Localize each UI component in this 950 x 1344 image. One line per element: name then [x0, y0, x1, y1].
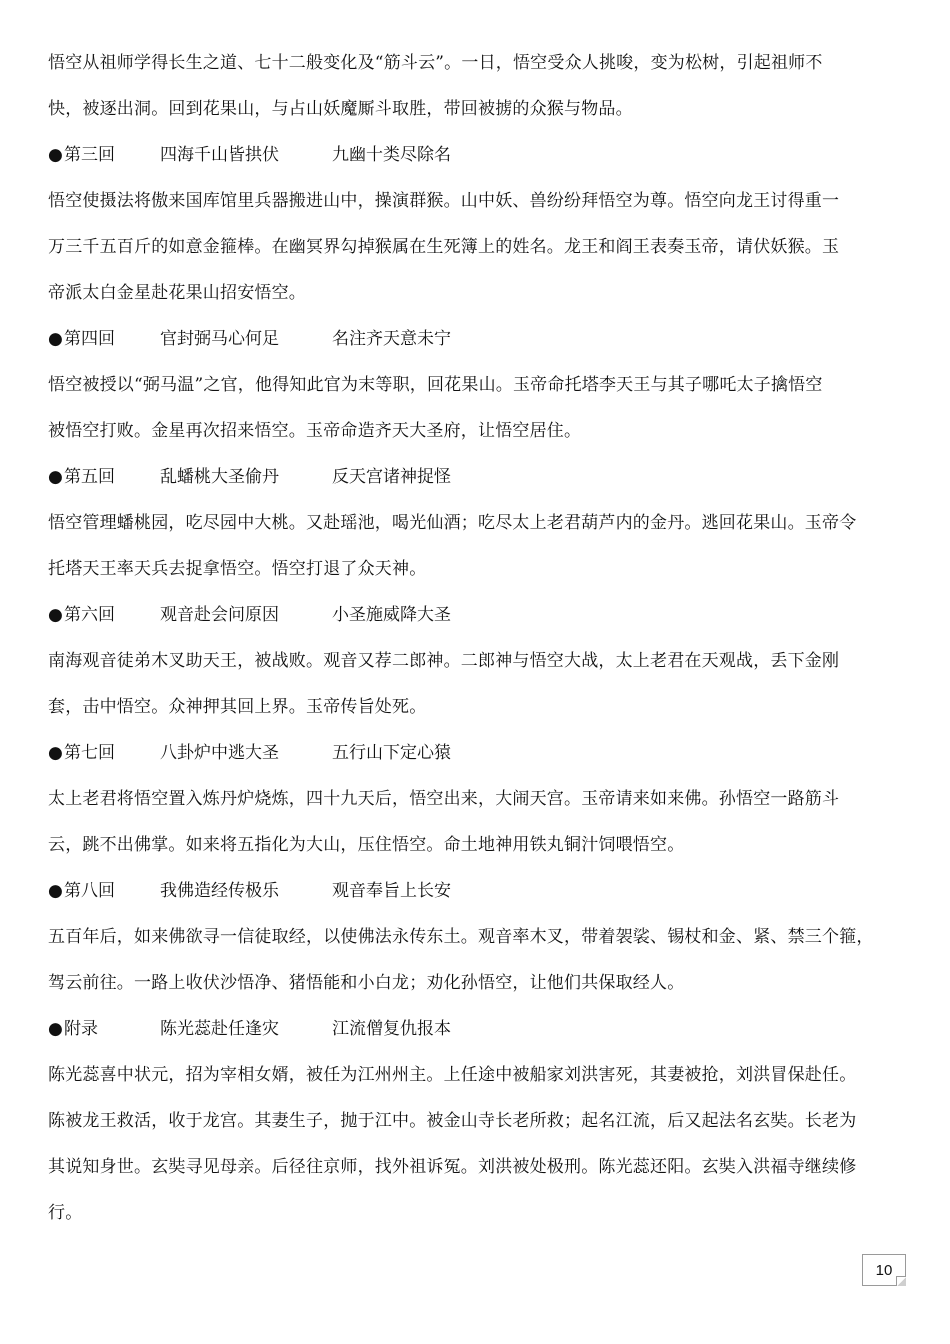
- paragraph: [48, 922, 908, 1014]
- text-line: 陈被龙王救活，收于龙宫。其妻生子，抛于江中。被金山寺长老所救；起名江流，后又起法名玄奘。长老为: [48, 1111, 857, 1131]
- text-line: 行。: [48, 1203, 83, 1223]
- bullet-icon: ●: [48, 145, 63, 165]
- chapter-heading: [48, 600, 908, 646]
- document-body: [48, 48, 908, 1244]
- page-number-box: [862, 1254, 906, 1286]
- chapter-number: 第三回: [64, 145, 115, 165]
- text-line: 悟空使摄法将傲来国库馆里兵器搬进山中，操演群猴。山中妖、兽纷纷拜悟空为尊。悟空向龙王讨得重一: [48, 191, 840, 211]
- bullet-icon: ●: [48, 467, 63, 487]
- text-line: 驾云前往。一路上收伏沙悟净、猪悟能和小白龙；劝化孙悟空，让他们共保取经人。: [48, 973, 685, 993]
- chapter-heading: [48, 140, 908, 186]
- chapter-number: 第八回: [64, 881, 115, 901]
- paragraph: [48, 186, 908, 324]
- chapter-title-second: 五行山下定心猿: [332, 743, 451, 763]
- chapter-heading: [48, 738, 908, 784]
- text-line: 帝派太白金星赴花果山招安悟空。: [48, 283, 306, 303]
- text-line: 万三千五百斤的如意金箍棒。在幽冥界勾掉猴属在生死簿上的姓名。龙王和阎王表奏玉帝，请伏妖猴。玉: [48, 237, 840, 257]
- text-line: 悟空从祖师学得长生之道、七十二般变化及“筋斗云”。一日，悟空受众人挑唆，变为松树，引起祖师不: [48, 53, 823, 73]
- bullet-icon: ●: [48, 1019, 63, 1039]
- paragraph: [48, 784, 908, 876]
- text-line: 套，击中悟空。众神押其回上界。玉帝传旨处死。: [48, 697, 427, 717]
- bullet-icon: ●: [48, 605, 63, 625]
- chapter-title-second: 反天宫诸神捉怪: [332, 467, 451, 487]
- paragraph: [48, 646, 908, 738]
- text-line: 其说知身世。玄奘寻见母亲。后径往京师，找外祖诉冤。刘洪被处极刑。陈光蕊还阳。玄奘入洪福寺继续修: [48, 1157, 857, 1177]
- text-line: 快，被逐出洞。回到花果山，与占山妖魔厮斗取胜，带回被掳的众猴与物品。: [48, 99, 633, 119]
- paragraph: [48, 48, 908, 140]
- bullet-icon: ●: [48, 329, 63, 349]
- paragraph: [48, 1060, 908, 1244]
- bullet-icon: ●: [48, 743, 63, 763]
- paragraph: [48, 370, 908, 462]
- page-number: 10: [875, 1261, 893, 1279]
- chapter-title-second: 江流僧复仇报本: [332, 1019, 451, 1039]
- paragraph: [48, 508, 908, 600]
- chapter-title-first: 观音赴会问原因: [160, 605, 279, 625]
- chapter-title-first: 官封弼马心何足: [160, 329, 279, 349]
- chapter-heading: [48, 1014, 908, 1060]
- chapter-number: 第七回: [64, 743, 115, 763]
- text-line: 被悟空打败。金星再次招来悟空。玉帝命造齐天大圣府，让悟空居住。: [48, 421, 582, 441]
- text-line: 陈光蕊喜中状元，招为宰相女婿，被任为江州州主。上任途中被船家刘洪害死，其妻被抢，刘洪冒保赴任。: [48, 1065, 857, 1085]
- text-line: 悟空被授以“弼马温”之官，他得知此官为末等职，回花果山。玉帝命托塔李天王与其子哪吒太子擒悟空: [48, 375, 823, 395]
- chapter-title-first: 陈光蕊赴任逢灾: [160, 1019, 279, 1039]
- text-line: 五百年后，如来佛欲寻一信徒取经，以使佛法永传东土。观音率木叉，带着袈裟、锡杖和金、紧、禁三个箍，: [48, 927, 874, 947]
- chapter-heading: [48, 462, 908, 508]
- text-line: 云，跳不出佛掌。如来将五指化为大山，压住悟空。命土地神用铁丸铜汁饲喂悟空。: [48, 835, 685, 855]
- chapter-number: 第五回: [64, 467, 115, 487]
- chapter-title-first: 四海千山皆拱伏: [160, 145, 279, 165]
- chapter-title-second: 小圣施威降大圣: [332, 605, 451, 625]
- chapter-title-first: 我佛造经传极乐: [160, 881, 279, 901]
- page-fold-corner: [896, 1276, 906, 1286]
- text-line: 南海观音徒弟木叉助天王，被战败。观音又荐二郎神。二郎神与悟空大战，太上老君在天观战，丢下金刚: [48, 651, 840, 671]
- bullet-icon: ●: [48, 881, 63, 901]
- chapter-number: 第六回: [64, 605, 115, 625]
- chapter-number: 第四回: [64, 329, 115, 349]
- text-line: 悟空管理蟠桃园，吃尽园中大桃。又赴瑶池，喝光仙酒；吃尽太上老君葫芦内的金丹。逃回花果山。玉帝令: [48, 513, 857, 533]
- chapter-title-first: 乱蟠桃大圣偷丹: [160, 467, 279, 487]
- chapter-number: 附录: [64, 1019, 98, 1039]
- text-line: 托塔天王率天兵去捉拿悟空。悟空打退了众天神。: [48, 559, 427, 579]
- chapter-title-second: 名注齐天意未宁: [332, 329, 451, 349]
- text-line: 太上老君将悟空置入炼丹炉烧炼，四十九天后，悟空出来，大闹天宫。玉帝请来如来佛。孙悟空一路筋斗: [48, 789, 840, 809]
- chapter-title-second: 观音奉旨上长安: [332, 881, 451, 901]
- chapter-heading: [48, 876, 908, 922]
- chapter-title-second: 九幽十类尽除名: [332, 145, 451, 165]
- chapter-heading: [48, 324, 908, 370]
- chapter-title-first: 八卦炉中逃大圣: [160, 743, 279, 763]
